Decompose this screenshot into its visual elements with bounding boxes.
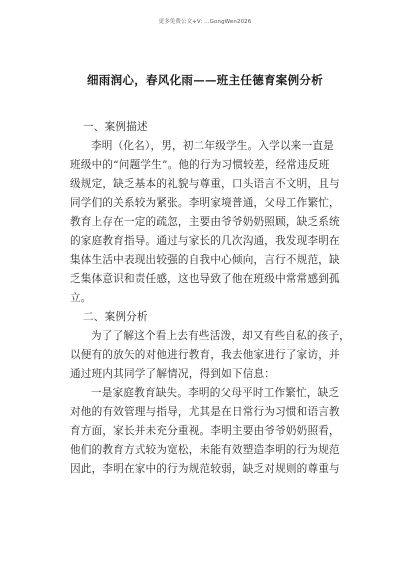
- section-heading: 二、案例分析: [83, 311, 148, 323]
- paragraph-line: 乏集体意识和责任感，这也导致了他在班级中常常感到孤: [70, 273, 340, 285]
- paragraph-line: 通过班内其同学了解情况，得到如下信息：: [70, 368, 276, 380]
- paragraph-line: 对他的有效管理与指导，尤其是在日常行为习惯和语言教: [70, 406, 340, 418]
- paragraph-line: 李明（化名），男，初二年级学生。入学以来一直是: [91, 140, 334, 152]
- paragraph-line: 同学们的关系较为紧张。李明家境普通，父母工作繁忙，: [70, 197, 340, 209]
- paragraph-line: 集体生活中表现出较强的自我中心倾向，言行不规范，缺: [70, 254, 340, 266]
- paragraph-line: 一是家庭教育缺失。李明的父母平时工作繁忙，缺乏: [91, 387, 340, 399]
- header-note: 更多免费公文+V: ...GongWen2026: [158, 19, 252, 25]
- paragraph-line: 他们的教育方式较为宽松，未能有效塑造李明的行为规范: [70, 444, 340, 456]
- paragraph-line: 的家庭教育指导。通过与家长的几次沟通，我发现李明在: [70, 235, 340, 247]
- section-heading: 一、案例描述: [83, 121, 148, 133]
- document-title: 细雨润心，春风化雨——班主任德育案例分析: [87, 73, 323, 87]
- paragraph-line: 立。: [70, 292, 92, 304]
- paragraph-line: 教育上存在一定的疏忽，主要由爷爷奶奶照顾，缺乏系统: [70, 216, 340, 228]
- paragraph-line: 为了了解这个看上去有些活泼，却又有些自私的孩子，: [91, 330, 351, 342]
- paragraph-line: 级规定，缺乏基本的礼貌与尊重，口头语言不文明，且与: [70, 178, 340, 190]
- paragraph-line: 以便有的放矢的对他进行教育，我去他家进行了家访，并: [70, 349, 340, 361]
- paragraph-line: 育方面，家长并未充分重视。李明主要由爷爷奶奶照看，: [70, 425, 340, 437]
- document-body: [70, 118, 352, 479]
- paragraph-line: 因此，李明在家中的行为规范较弱，缺乏对规则的尊重与: [70, 463, 340, 475]
- paragraph-line: 班级中的“问题学生”。他的行为习惯较差，经常违反班: [70, 159, 330, 171]
